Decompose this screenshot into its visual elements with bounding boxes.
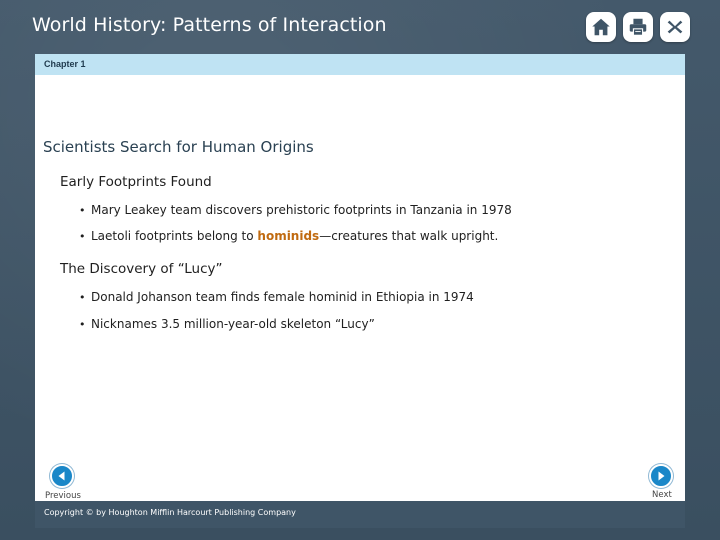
home-button[interactable] [586, 12, 616, 42]
slide-heading: Scientists Search for Human Origins [43, 138, 314, 156]
chapter-label: Chapter 1 [35, 54, 685, 75]
bullet-dot: • [79, 204, 86, 217]
printer-icon [627, 16, 649, 38]
next-button[interactable] [649, 464, 673, 488]
list-item [79, 203, 512, 217]
print-button[interactable] [623, 12, 653, 42]
list-item [79, 317, 375, 331]
list-item [79, 290, 474, 304]
arrow-right-icon [655, 470, 667, 482]
slide-content [35, 75, 685, 501]
slide-page [35, 54, 685, 528]
close-icon [664, 16, 686, 38]
bullet-dot: • [79, 318, 86, 331]
list-item [79, 229, 498, 243]
home-icon [590, 16, 612, 38]
close-button[interactable] [660, 12, 690, 42]
footer-copyright: Copyright © by Houghton Mifflin Harcourt Publishing Company [35, 501, 685, 528]
bullet-text: —creatures that walk upright. [319, 229, 499, 243]
bullet-text: Mary Leakey team discovers prehistoric footprints in Tanzania in 1978 [91, 203, 512, 217]
bullet-text: Nicknames 3.5 million-year-old skeleton “Lucy” [91, 317, 375, 331]
next-label[interactable]: Next [652, 490, 672, 500]
section-title: Early Footprints Found [60, 174, 212, 190]
bullet-text: Laetoli footprints belong to [91, 229, 258, 243]
previous-button[interactable] [50, 464, 74, 488]
top-toolbar [586, 12, 690, 42]
bullet-dot: • [79, 230, 86, 243]
arrow-left-icon [56, 470, 68, 482]
section-title: The Discovery of “Lucy” [60, 261, 223, 277]
app-title: World History: Patterns of Interaction [32, 14, 387, 36]
glossary-term[interactable]: hominids [257, 229, 320, 243]
bullet-text: Donald Johanson team finds female hominid in Ethiopia in 1974 [91, 290, 474, 304]
bullet-dot: • [79, 291, 86, 304]
previous-label[interactable]: Previous [45, 491, 81, 501]
